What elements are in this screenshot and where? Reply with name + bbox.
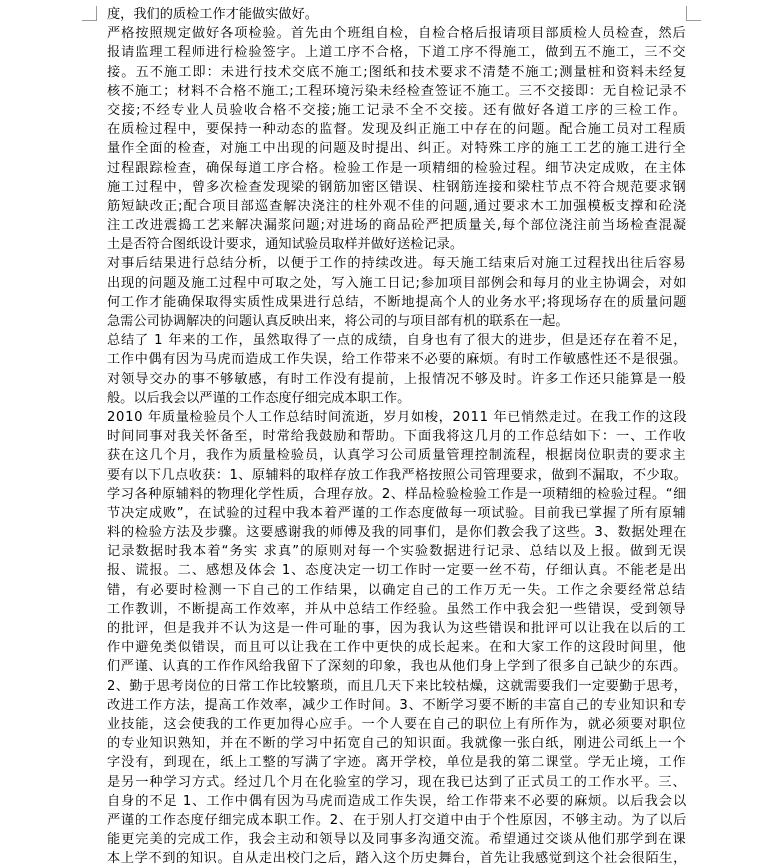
text-line: 错，有必要时检测一下自己的工作结果，以确定自己的工作万无一失。工作之余要经常总结 [107, 582, 687, 598]
text-line: 过程跟踪检查，确保每道工序合格。检验工作是一项精细的检验过程。细节决定成败，在主体 [107, 160, 687, 176]
text-line: 改进工作方法，提高工作效率，减少工作时间。3、不断学习要不断的丰富自己的专业知识和专 [107, 697, 688, 713]
text-line: 的批评，但是我并不认为这是一件可耻的事，因为我认为这些错误和批评可以让我在以后的工 [107, 621, 687, 636]
text-line: 报请监理工程师进行检验签字。上道工序不合格，下道工序不得施工，做到五不施工，三不交 [107, 45, 687, 61]
text-line: 对领导交办的事不够敏感，有时工作没有提前，上报情况不够及时。许多工作还只能算是一般 [107, 371, 687, 387]
text-line: 总结了 1 年来的工作，虽然取得了一点的成绩，自身也有了很大的进步，但是还存在着不足， [107, 333, 688, 349]
text-line: 土是否符合图纸设计要求，通知试验员取样并做好送检记录。 [107, 237, 464, 253]
text-line: 2、勤于思考岗位的日常工作比较繁琐，而且几天下来比较枯燥，这就需要我们一定要勤于思考， [107, 678, 688, 694]
margin-corner-mark-left [82, 6, 97, 21]
text-line: 的专业知识熟知，并在不断的学习中拓宽自己的知识面。我就像一张白纸，刚进公司纸上一个 [107, 736, 687, 752]
text-line: 本上学不到的知识。自从走出校门之后，踏入这个历史舞台，首先让我感觉到这个社会很陌生， [107, 851, 687, 867]
text-line: 字没有，到现在，纸上工整的写满了字迹。离开学校，单位是我的第二课堂。学无止境，工作 [107, 755, 687, 771]
text-line: 是另一种学习方式。经过几个月在化验室的学习，现在我已达到了正式员工的工作水平。三、 [107, 774, 687, 790]
text-line: 对事后结果进行总结分析，以便于工作的持续改进。每天施工结束后对施工过程找出往后容易 [107, 256, 687, 272]
text-line: 2010 年质量检验员个人工作总结时间流逝，岁月如梭，2011 年已悄然走过。在我工作的这段 [107, 409, 688, 425]
margin-corner-mark-right [686, 6, 701, 21]
text-line: 接。五不施工即：未进行技术交底不施工;图纸和技术要求不清楚不施工;测量桩和资料未经复 [107, 64, 688, 80]
text-line: 何工作才能确保取得实质性成果进行总结，不断地提高个人的业务水平;将现场存在的质量问题 [107, 294, 688, 310]
text-line: 度，我们的质检工作才能做实做好。 [107, 7, 318, 22]
text-line: 记录数据时我本着“务实 求真”的原则对每一个实验数据进行记录、总结以及上报。做到无误 [107, 544, 688, 560]
text-line: 出现的问题及施工过程中可取之处，写入施工日记;参加项目部例会和每月的业主协调会，对如 [107, 275, 688, 291]
text-line: 工作教训，不断提高工作效率，并从中总结工作经验。虽然工作中我会犯一些错误，受到领导 [107, 601, 687, 617]
text-line: 核不施工；材料不合格不施工;工程环境污染未经检查签证不施工。三不交接即：无自检记录不 [107, 83, 688, 99]
text-line: 在质检过程中，要保持一种动态的监督。发现及纠正施工中存在的问题。配合施工员对工程质 [107, 122, 687, 138]
text-line: 能更完美的完成工作，我会主动和领导以及同事多沟通交流。希望通过交谈从他们那学到在课 [107, 832, 687, 848]
text-line: 学习各种原辅料的物理化学性质，合理存放。2、样品检验检验工作是一项精细的检验过程。“细 [107, 486, 687, 502]
document-body-text [107, 5, 687, 868]
text-line: 严格按照规定做好各项检验。首先由个班组自检，自检合格后报请项目部质检人员检查，然后 [107, 26, 687, 42]
text-line: 们严谨、认真的工作作风给我留下了深刻的印象，我也从他们身上学到了很多自己缺少的东西。 [107, 659, 687, 675]
text-line: 工作中偶有因为马虎而造成工作失误，给工作带来不必要的麻烦。有时工作敏感性还不是很强。 [107, 352, 687, 368]
text-line: 注工改进震捣工艺来解决漏浆问题;对进场的商品砼严把质量关,每个部位浇注前当场检查混凝 [107, 218, 688, 234]
text-line: 施工过程中，曾多次检查发现梁的钢筋加密区错误、柱钢筋连接和梁柱节点不符合规范要求钢 [107, 179, 687, 195]
text-line: 作中避免类似错误，而且可以让我在工作中更快的成长起来。在和大家工作的这段时间里，他 [107, 640, 687, 656]
text-line: 严谨的工作态度仔细完成本职工作。2、在于别人打交道中由于个性原因，不够主动。为了以后 [107, 812, 688, 828]
text-line: 节决定成败”，在试验的过程中我本着严谨的工作态度做每一项试验。目前我已掌握了所有原辅 [107, 505, 687, 521]
text-line: 般。以后我会以严谨的工作态度仔细完成本职工作。 [107, 390, 411, 406]
text-line: 量作全面的检查，对施工中出现的问题及时提出、纠正。对特殊工序的施工工艺的施工进行全 [107, 141, 687, 157]
text-line: 交接;不经专业人员验收合格不交接;施工记录不全不交接。还有做好各道工序的三检工作。 [107, 102, 688, 118]
text-line: 获在这几个月，我作为质量检验员，认真学习公司质量管理控制流程，根据岗位职责的要求主 [107, 448, 687, 464]
text-line: 要有以下几点收获：1、原辅料的取样存放工作我严格按照公司管理要求，做到不漏取，不少取。 [107, 467, 688, 483]
text-line: 时间同事对我关怀备至，时常给我鼓励和帮助。下面我将这几月的工作总结如下：一、工作收 [107, 429, 687, 445]
text-line: 自身的不足 1、工作中偶有因为马虎而造成工作失误，给工作带来不必要的麻烦。以后我会以 [107, 793, 688, 809]
text-line: 筋短缺改正;配合项目部巡查解决浇注的柱外观不佳的问题,通过要求木工加强模板支撑和砼浇 [107, 198, 688, 214]
text-line: 急需公司协调解决的问题认真反映出来，将公司的与项目部有机的联系在一起。 [107, 314, 569, 329]
text-line: 业技能，这会使我的工作更加得心应手。一个人要在自己的职位上有所作为，就必须要对职位 [107, 716, 687, 732]
text-line: 料的检验方法及步骤。这要感谢我的师傅及我的同事们，是你们教会我了这些。3、数据处理在 [107, 525, 688, 541]
text-line: 报、谎报。二、感想及体会 1、态度决定一切工作时一定要一丝不苟，仔细认真。不能老是出 [107, 563, 688, 579]
